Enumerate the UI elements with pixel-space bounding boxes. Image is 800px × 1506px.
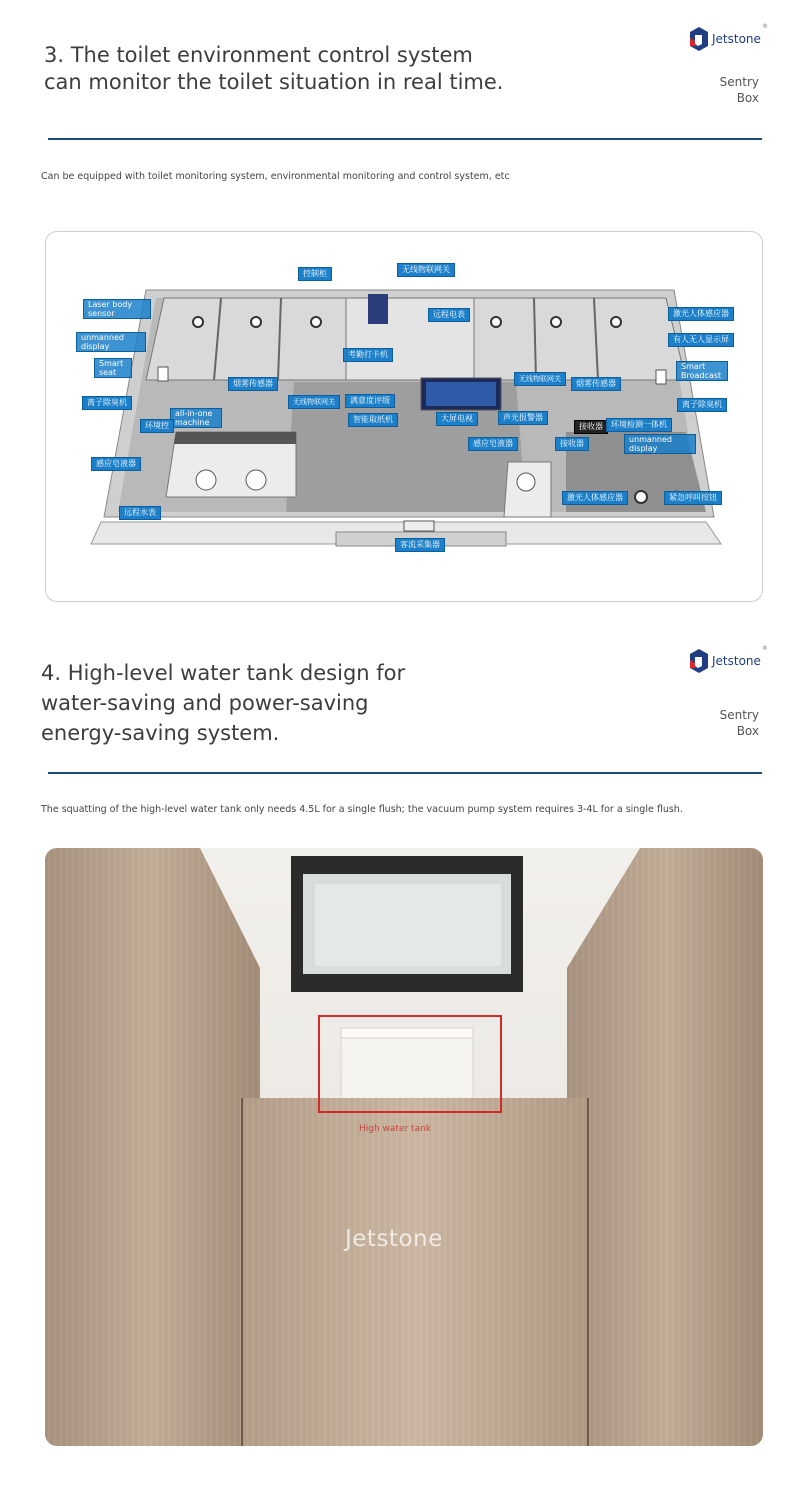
brand-subtitle-2 [680,707,759,739]
label-smart-broadcast-en: Smart Broadcast [676,361,728,381]
label-unmanned-display-en2: unmanned display [624,434,696,454]
label-smoke-sensor-right: 烟雾传感器 [571,377,621,391]
section4-caption: The squatting of the high-level water tank only needs 4.5L for a single flush; the vacuum pump system requires 3-4L for a single flush. [41,804,683,815]
label-sound-light-alarm: 声光报警器 [498,411,548,425]
label-passenger-flow: 客流采集器 [395,538,445,552]
brand-logo-text-2: Jetstone [712,654,761,668]
brand-logo-2 [689,645,768,674]
label-emergency-button: 紧急呼叫按钮 [664,491,722,505]
label-receiver: 接收器 [574,420,608,434]
brand-subtitle-line1: Sentry [719,75,759,89]
brand-logo-registered-2: ® [761,645,768,652]
section3-heading [44,42,503,96]
brand-subtitle [680,74,759,106]
label-laser-body-sensor-en: Laser body sensor [83,299,151,319]
section3-divider [48,138,762,140]
water-tank-photo [45,848,763,1446]
label-env-detect-all-in-one: 环境检测一体机 [606,418,672,432]
label-remote-water-meter: 远程水表 [119,506,161,520]
restroom-interior-illustration [45,848,763,1446]
label-wireless-gateway-small2: 无线物联网关 [514,372,566,386]
label-laser-body-sensor-bottom: 激光人体感应器 [562,491,628,505]
section4-heading-line3: energy-saving system. [41,721,280,745]
label-satisfaction-eval: 满意度评级 [345,394,395,408]
label-induction-soap-right: 感应皂液器 [468,437,518,451]
toilet-layout-diagram [45,231,763,602]
jetstone-logo-icon [689,648,709,674]
label-big-screen-tv: 大屏电视 [436,412,478,426]
label-control-cabinet: 控制柜 [298,267,332,281]
label-wireless-gateway: 无线物联网关 [397,263,455,277]
brand-logo-text: Jetstone [712,32,761,46]
jetstone-logo-icon [689,26,709,52]
label-remote-electric-meter: 远程电表 [428,308,470,322]
tank-label: High water tank [359,1124,432,1134]
label-occupancy-display: 有人无人显示屏 [668,333,734,347]
label-laser-body-sensor-right: 激光人体感应器 [668,307,734,321]
label-wireless-gateway-small: 无线物联网关 [288,395,340,409]
label-smart-seat-en: Smart seat [94,358,132,378]
section4-divider [48,772,762,774]
section3-heading-line1: 3. The toilet environment control system [44,43,473,67]
section3-heading-line2: can monitor the toilet situation in real time. [44,70,504,94]
section4-heading-line2: water-saving and power-saving [41,691,369,715]
photo-watermark: Jetstone [345,1226,443,1252]
label-induction-soap-left: 感应皂液器 [91,457,141,471]
section-environment-control [0,0,800,610]
section4-heading [41,658,405,748]
brand-logo-registered: ® [761,23,768,30]
brand-subtitle-line2: Box [736,91,759,105]
label-env-control: 环境控 [140,419,174,433]
label-ion-deodorizer-right: 离子除臭机 [677,398,727,412]
label-all-in-one-en: all-in-one machine [170,408,222,428]
brand-subtitle-2-line2: Box [736,724,759,738]
label-receiver2: 接收器 [555,437,589,451]
label-unmanned-display-en: unmanned display [76,332,146,352]
label-smoke-sensor-left: 烟雾传感器 [228,377,278,391]
label-smart-paper: 智能取纸机 [348,413,398,427]
label-ion-deodorizer-left: 离子除臭机 [82,396,132,410]
brand-logo [689,23,768,52]
label-attendance-card: 考勤打卡机 [343,348,393,362]
section3-caption: Can be equipped with toilet monitoring system, environmental monitoring and control system, etc [41,171,510,182]
brand-subtitle-2-line1: Sentry [719,708,759,722]
section4-heading-line1: 4. High-level water tank design for [41,661,406,685]
